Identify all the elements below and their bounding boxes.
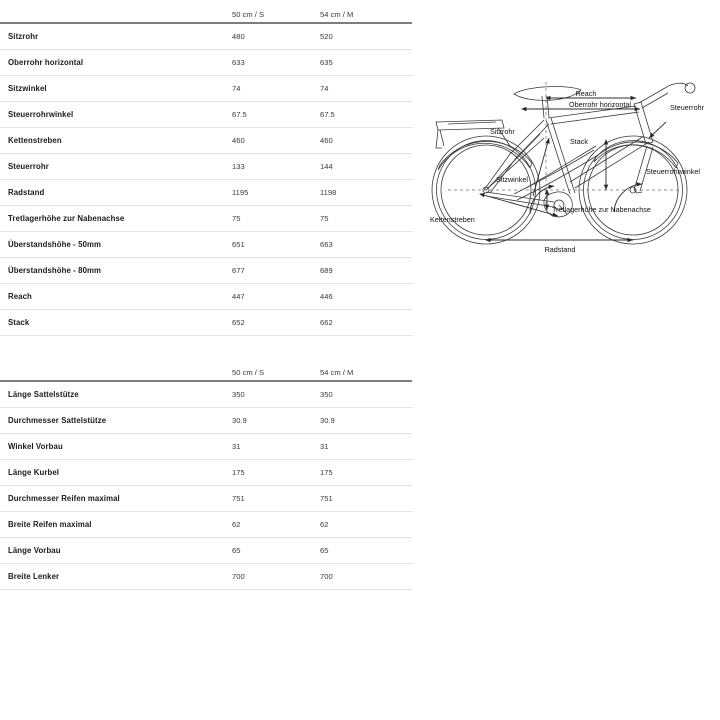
row-label: Kettenstreben xyxy=(8,136,62,145)
row-value: 700 xyxy=(320,572,333,581)
row-label: Winkel Vorbau xyxy=(8,442,63,451)
row-value: 700 xyxy=(232,572,245,581)
label-tretlagerhoehe: Tretlagerhöhe zur Nabenachse xyxy=(552,205,651,214)
row-value: 480 xyxy=(232,32,245,41)
label-oberrohr-horizontal: Oberrohr horizontal xyxy=(569,100,631,109)
table-row xyxy=(0,232,412,258)
row-value: 635 xyxy=(320,58,333,67)
row-label: Überstandshöhe - 80mm xyxy=(8,266,102,275)
row-label: Überstandshöhe - 50mm xyxy=(8,240,102,249)
table-block xyxy=(0,0,412,336)
row-label: Durchmesser Reifen maximal xyxy=(8,494,120,503)
row-value: 1195 xyxy=(232,188,249,197)
table-row xyxy=(0,180,412,206)
row-value: 67.5 xyxy=(232,110,247,119)
row-label: Stack xyxy=(8,318,30,327)
row-value: 31 xyxy=(320,442,329,451)
label-radstand: Radstand xyxy=(544,245,576,254)
row-label: Oberrohr horizontal xyxy=(8,58,84,67)
table-row xyxy=(0,408,412,434)
row-value: 31 xyxy=(232,442,241,451)
table-row xyxy=(0,564,412,590)
table-header-row xyxy=(0,0,412,24)
row-label: Länge Sattelstütze xyxy=(8,390,79,399)
table-row xyxy=(0,538,412,564)
column-header-size: 50 cm / S xyxy=(232,368,265,377)
column-header-size: 50 cm / S xyxy=(232,10,265,19)
row-label: Länge Vorbau xyxy=(8,546,61,555)
label-reach: Reach xyxy=(575,89,597,98)
label-kettenstreben: Kettenstreben xyxy=(430,215,475,224)
table-row xyxy=(0,128,412,154)
table-row xyxy=(0,76,412,102)
row-value: 446 xyxy=(320,292,333,301)
label-steuerrohrwinkel: Steuerrohrwinkel xyxy=(646,167,700,176)
row-value: 520 xyxy=(320,32,333,41)
table-row xyxy=(0,310,412,336)
row-value: 65 xyxy=(320,546,329,555)
row-value: 1198 xyxy=(320,188,337,197)
table-row xyxy=(0,24,412,50)
row-value: 62 xyxy=(320,520,329,529)
row-value: 74 xyxy=(320,84,329,93)
row-label: Länge Kurbel xyxy=(8,468,60,477)
table-row xyxy=(0,460,412,486)
row-value: 75 xyxy=(320,214,329,223)
row-label: Durchmesser Sattelstütze xyxy=(8,416,107,425)
label-sitzwinkel: Sitzwinkel xyxy=(496,175,528,184)
table-block-gap xyxy=(0,336,412,358)
row-value: 30.9 xyxy=(320,416,335,425)
row-value: 677 xyxy=(232,266,245,275)
bicycle-geometry-diagram xyxy=(418,62,714,262)
row-label: Tretlagerhöhe zur Nabenachse xyxy=(8,214,125,223)
row-value: 663 xyxy=(320,240,333,249)
row-value: 175 xyxy=(232,468,245,477)
sitzrohr-pointer xyxy=(533,138,549,196)
column-header-size: 54 cm / M xyxy=(320,368,354,377)
table-row xyxy=(0,284,412,310)
row-label: Sitzwinkel xyxy=(8,84,47,93)
table-row xyxy=(0,102,412,128)
label-stack: Stack xyxy=(570,137,588,146)
row-value: 133 xyxy=(232,162,245,171)
table-row xyxy=(0,50,412,76)
row-value: 30.9 xyxy=(232,416,247,425)
geometry-table xyxy=(0,0,412,590)
row-value: 633 xyxy=(232,58,245,67)
row-label: Radstand xyxy=(8,188,45,197)
row-label: Steuerrohr xyxy=(8,162,49,171)
row-value: 751 xyxy=(320,494,333,503)
row-value: 74 xyxy=(232,84,241,93)
row-value: 67.5 xyxy=(320,110,335,119)
row-value: 447 xyxy=(232,292,245,301)
row-label: Breite Reifen maximal xyxy=(8,520,92,529)
steuerrohr-pointer xyxy=(649,122,666,138)
row-value: 65 xyxy=(232,546,241,555)
table-row xyxy=(0,486,412,512)
table-header-row xyxy=(0,358,412,382)
row-value: 751 xyxy=(232,494,245,503)
table-row xyxy=(0,382,412,408)
row-value: 144 xyxy=(320,162,333,171)
row-value: 62 xyxy=(232,520,241,529)
row-value: 460 xyxy=(320,136,333,145)
row-value: 460 xyxy=(232,136,245,145)
table-block xyxy=(0,358,412,590)
label-sitzrohr: Sitzrohr xyxy=(490,127,515,136)
row-value: 75 xyxy=(232,214,241,223)
row-label: Sitzrohr xyxy=(8,32,39,41)
row-value: 350 xyxy=(232,390,245,399)
row-label: Steuerrohrwinkel xyxy=(8,110,74,119)
column-header-size: 54 cm / M xyxy=(320,10,354,19)
row-value: 175 xyxy=(320,468,333,477)
row-value: 651 xyxy=(232,240,245,249)
row-value: 662 xyxy=(320,318,333,327)
table-row xyxy=(0,434,412,460)
table-row xyxy=(0,206,412,232)
row-value: 350 xyxy=(320,390,333,399)
row-value: 689 xyxy=(320,266,333,275)
row-value: 652 xyxy=(232,318,245,327)
row-label: Reach xyxy=(8,292,32,301)
label-steuerrohr: Steuerrohr xyxy=(670,103,704,112)
table-row xyxy=(0,512,412,538)
table-row xyxy=(0,258,412,284)
table-row xyxy=(0,154,412,180)
row-label: Breite Lenker xyxy=(8,572,60,581)
